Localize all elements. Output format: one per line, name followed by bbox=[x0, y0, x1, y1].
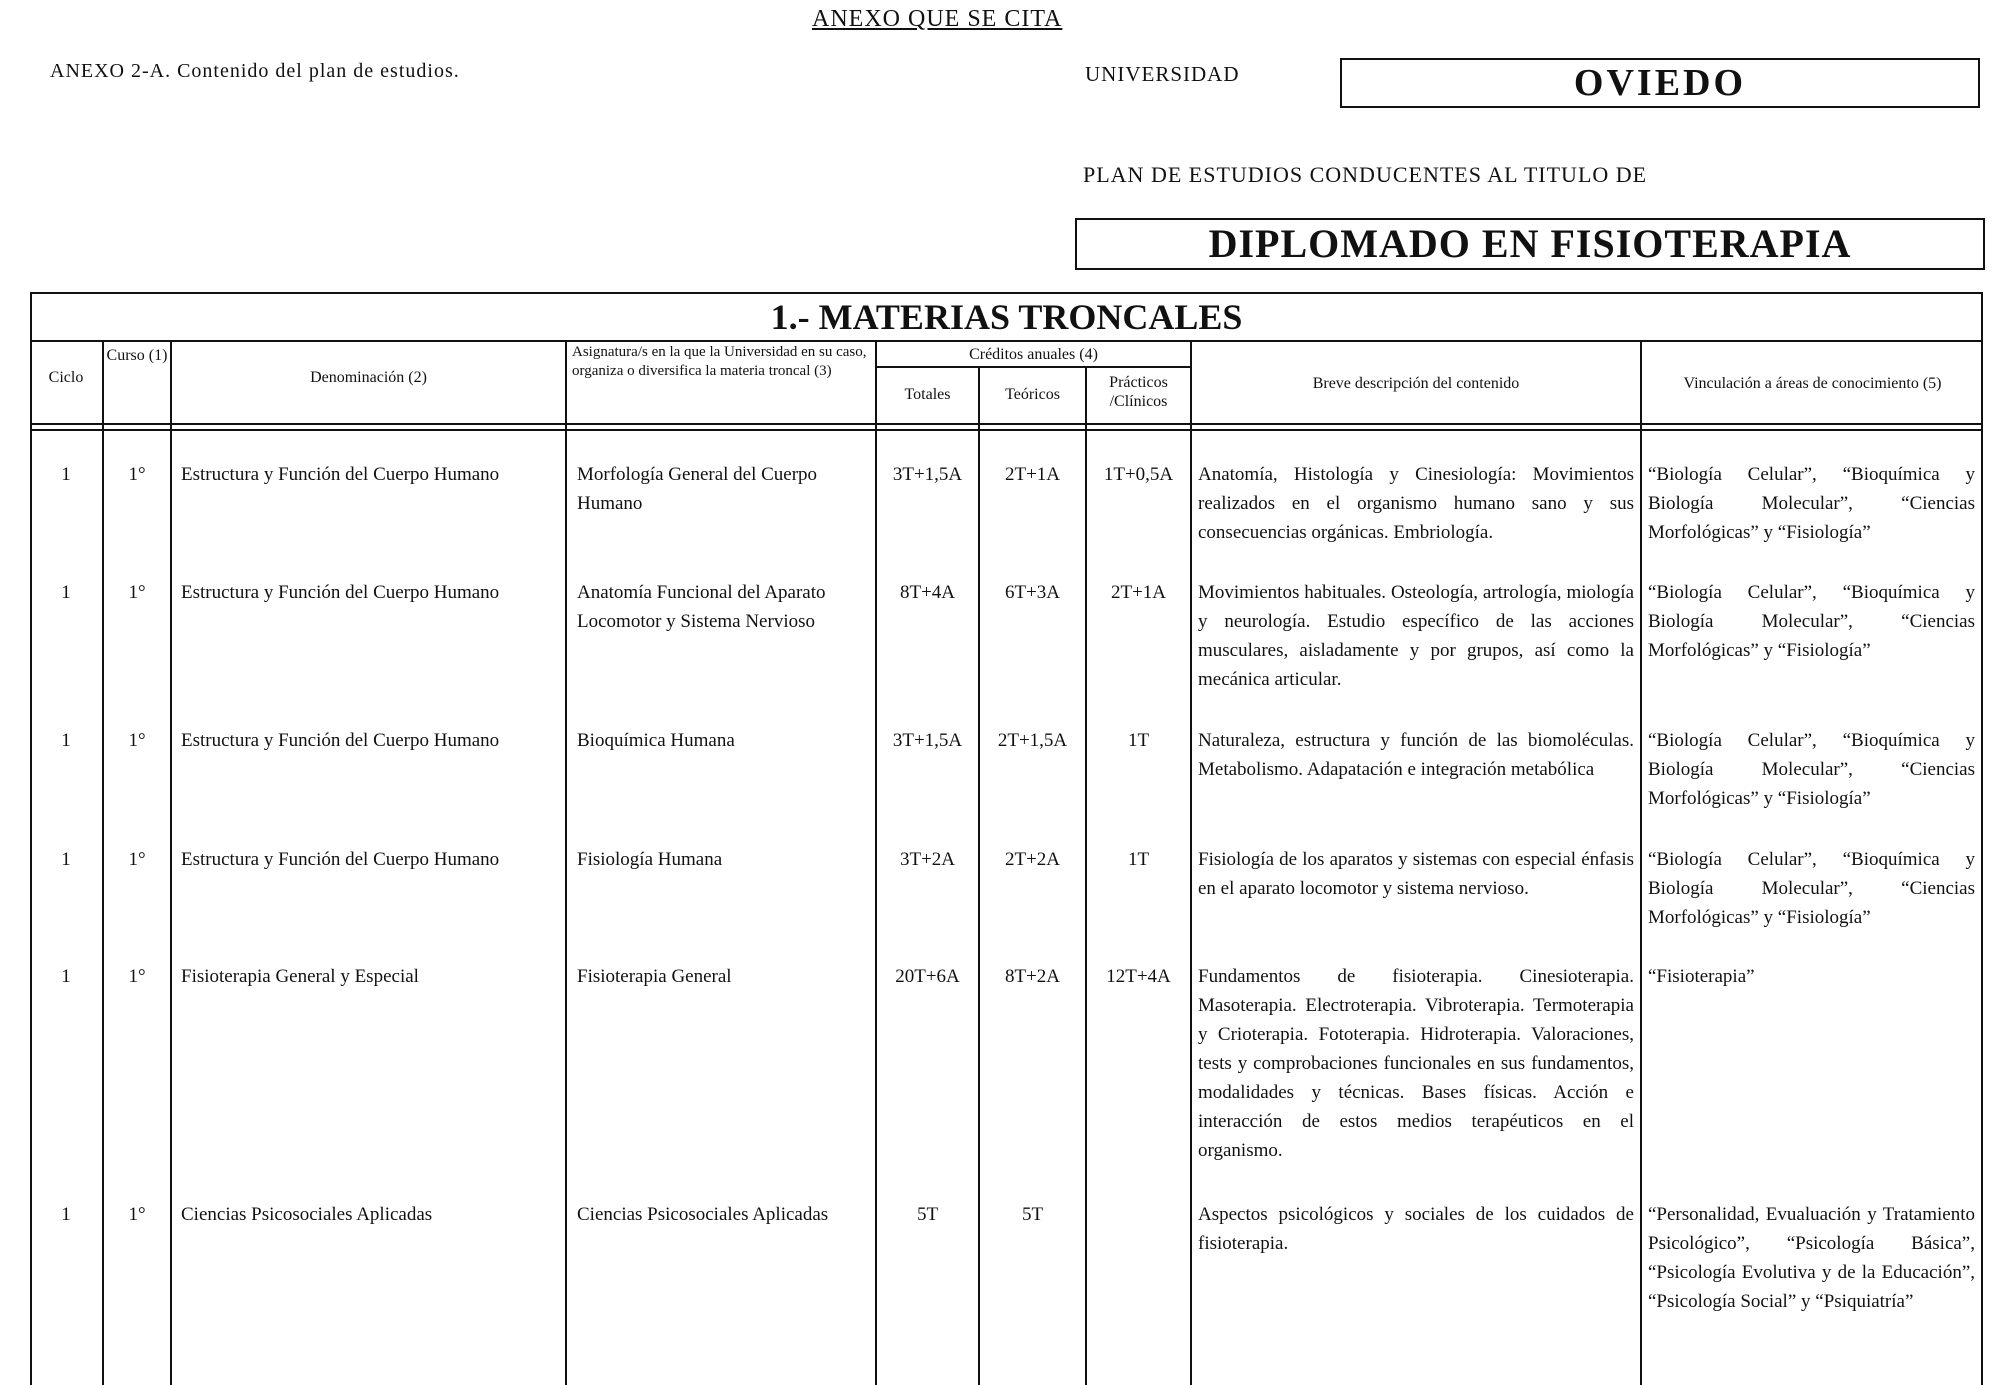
cell-asignatura: Bioquímica Humana bbox=[577, 730, 735, 751]
cell-descripcion: Fundamentos de fisioterapia. Cinesioterapia. Masoterapia. Electroterapia. Vibroterapia. Termoterapia y Crioterapia. Fototerapia. Hidroterapia. Valoraciones, tests y comprobaciones funcionales en sus fundamentos, modalidades y técnicas. Bases físicas. Acción e interacción de estos medios terapéuticos en el organismo. bbox=[1198, 966, 1634, 1161]
cell-descripcion: Anatomía, Histología y Cinesiología: Movimientos realizados en el organismo humano sano y sus consecuencias orgánicas. Embriología. bbox=[1198, 464, 1634, 543]
cell-asignatura: Morfología General del Cuerpo Humano bbox=[577, 464, 818, 514]
cell-teoricos: 2T+1,5A bbox=[997, 730, 1068, 751]
cell-descripcion: Aspectos psicológicos y sociales de los cuidados de fisioterapia. bbox=[1198, 1204, 1634, 1254]
cell-totales: 3T+1,5A bbox=[892, 730, 963, 751]
cell-practicos: 1T bbox=[1127, 730, 1150, 751]
cell-ciclo: 1 bbox=[61, 966, 71, 987]
cell-vinculacion: “Fisioterapia” bbox=[1648, 966, 1755, 987]
cell-totales: 3T+1,5A bbox=[892, 464, 963, 485]
cell-denominacion: Ciencias Psicosociales Aplicadas bbox=[181, 1204, 433, 1225]
cell-teoricos: 2T+1A bbox=[1004, 464, 1061, 485]
degree-name-box: DIPLOMADO EN FISIOTERAPIA bbox=[1075, 218, 1985, 270]
cell-practicos: 1T bbox=[1127, 849, 1150, 870]
cell-denominacion: Estructura y Función del Cuerpo Humano bbox=[181, 730, 500, 751]
cell-asignatura: Fisiología Humana bbox=[577, 849, 723, 870]
col-header-totales: Totales bbox=[904, 386, 951, 403]
col-header-descripcion: Breve descripción del contenido bbox=[1312, 375, 1520, 392]
cell-practicos: 12T+4A bbox=[1106, 966, 1171, 987]
cell-practicos: 1T+0,5A bbox=[1103, 464, 1174, 485]
cell-teoricos: 5T bbox=[1021, 1204, 1044, 1225]
cell-ciclo: 1 bbox=[61, 730, 71, 751]
cell-teoricos: 6T+3A bbox=[1004, 582, 1061, 603]
cell-denominacion: Estructura y Función del Cuerpo Humano bbox=[181, 464, 500, 485]
cell-teoricos: 2T+2A bbox=[1004, 849, 1061, 870]
cell-ciclo: 1 bbox=[61, 1204, 71, 1225]
col-header-practicos: Prácticos /Clínicos bbox=[1109, 374, 1168, 410]
cell-vinculacion: “Biología Celular”, “Bioquímica y Biología Molecular”, “Ciencias Morfológicas” y “Fisiología” bbox=[1648, 849, 1975, 928]
cell-denominacion: Fisioterapia General y Especial bbox=[181, 966, 419, 987]
cell-curso: 1° bbox=[128, 1204, 146, 1225]
cell-curso: 1° bbox=[128, 464, 146, 485]
cell-teoricos: 8T+2A bbox=[1004, 966, 1061, 987]
plan-label: PLAN DE ESTUDIOS CONDUCENTES AL TITULO DE bbox=[1083, 162, 1648, 187]
cell-vinculacion: “Biología Celular”, “Bioquímica y Biología Molecular”, “Ciencias Morfológicas” y “Fisiología” bbox=[1648, 582, 1975, 661]
cell-curso: 1° bbox=[128, 582, 146, 603]
cell-asignatura: Ciencias Psicosociales Aplicadas bbox=[577, 1204, 829, 1225]
cell-vinculacion: “Biología Celular”, “Bioquímica y Biología Molecular”, “Ciencias Morfológicas” y “Fisiología” bbox=[1648, 464, 1975, 543]
cell-descripcion: Naturaleza, estructura y función de las biomoléculas. Metabolismo. Adapatación e integración metabólica bbox=[1198, 730, 1634, 780]
cell-vinculacion: “Biología Celular”, “Bioquímica y Biología Molecular”, “Ciencias Morfológicas” y “Fisiología” bbox=[1648, 730, 1975, 809]
cell-curso: 1° bbox=[128, 966, 146, 987]
cell-totales: 20T+6A bbox=[895, 966, 960, 987]
col-header-creditos: Créditos anuales (4) bbox=[969, 346, 1098, 363]
university-name-box: OVIEDO bbox=[1340, 58, 1980, 108]
cell-descripcion: Fisiología de los aparatos y sistemas con especial énfasis en el aparato locomotor y sistema nervioso. bbox=[1198, 849, 1634, 899]
cell-asignatura: Fisioterapia General bbox=[577, 966, 732, 987]
cell-asignatura: Anatomía Funcional del Aparato Locomotor y Sistema Nervioso bbox=[577, 582, 826, 632]
cell-ciclo: 1 bbox=[61, 464, 71, 485]
cell-vinculacion: “Personalidad, Evualuación y Tratamiento Psicológico”, “Psicología Básica”, “Psicología Evolutiva y de la Educación”, “Psicología Social” y “Psiquiatría” bbox=[1648, 1204, 1975, 1312]
col-header-curso: Curso (1) bbox=[106, 347, 168, 364]
annex-heading: ANEXO QUE SE CITA bbox=[812, 6, 1063, 32]
table-title: 1.- MATERIAS TRONCALES bbox=[770, 297, 1243, 337]
university-label: UNIVERSIDAD bbox=[1085, 62, 1240, 86]
annex-label: ANEXO 2-A. Contenido del plan de estudios. bbox=[50, 60, 460, 82]
cell-totales: 8T+4A bbox=[899, 582, 956, 603]
cell-totales: 5T bbox=[916, 1204, 939, 1225]
cell-curso: 1° bbox=[128, 730, 146, 751]
cell-denominacion: Estructura y Función del Cuerpo Humano bbox=[181, 582, 500, 603]
col-header-vinculacion: Vinculación a áreas de conocimiento (5) bbox=[1683, 375, 1942, 392]
col-header-ciclo: Ciclo bbox=[48, 369, 84, 386]
cell-ciclo: 1 bbox=[61, 582, 71, 603]
cell-ciclo: 1 bbox=[61, 849, 71, 870]
cell-totales: 3T+2A bbox=[899, 849, 956, 870]
cell-descripcion: Movimientos habituales. Osteología, artrología, miología y neurología. Estudio específico de las acciones musculares, aisladamente y por grupos, así como la mecánica articular. bbox=[1198, 582, 1634, 690]
col-header-asignatura: Asignatura/s en la que la Universidad en su caso, organiza o diversifica la materia troncal (3) bbox=[572, 344, 867, 379]
col-header-denominacion: Denominación (2) bbox=[310, 369, 427, 386]
cell-curso: 1° bbox=[128, 849, 146, 870]
cell-denominacion: Estructura y Función del Cuerpo Humano bbox=[181, 849, 500, 870]
cell-practicos: 2T+1A bbox=[1110, 582, 1167, 603]
col-header-teoricos: Teóricos bbox=[1005, 386, 1060, 403]
